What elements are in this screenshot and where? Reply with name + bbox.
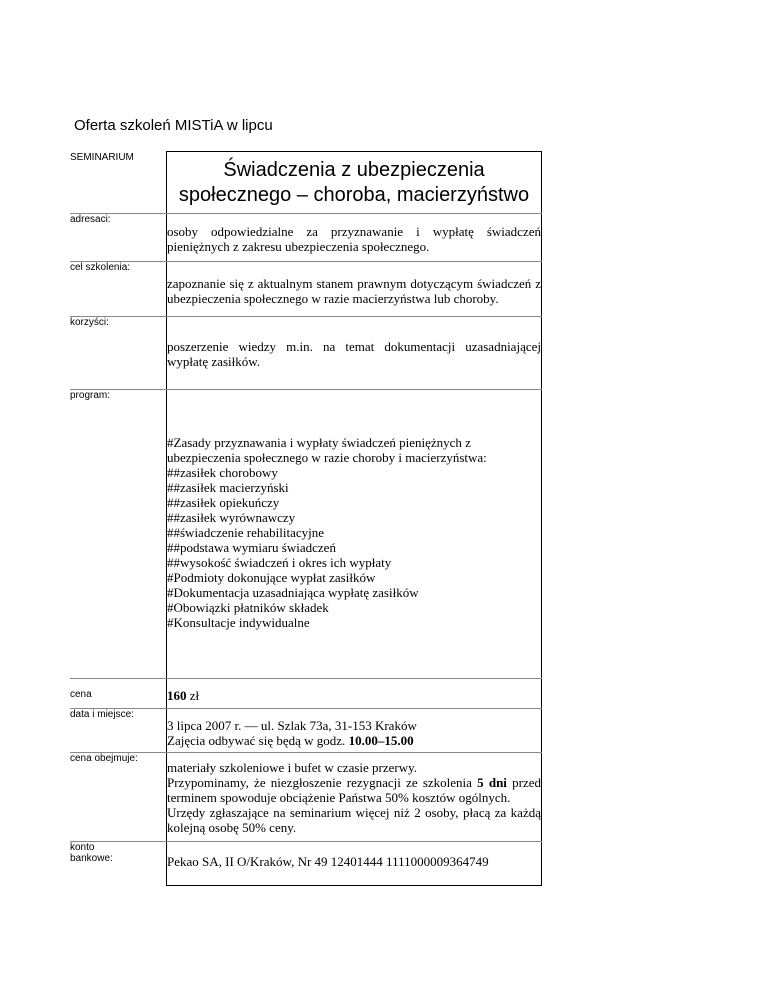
- row-korzysci: [70, 317, 542, 390]
- adresaci-text: osoby odpowiedzialne za przyznawanie i wypłatę świadczeń pieniężnych z zakresu ubezpieczenia społecznego.: [167, 224, 541, 254]
- row-adresaci: [70, 214, 542, 262]
- cel-text: zapoznanie się z aktualnym stanem prawnym dotyczącym świadczeń z ubezpieczenia społecznego w razie macierzyństwa lub choroby.: [167, 276, 541, 306]
- label-cena-obejmuje: cena obejmuje:: [70, 753, 167, 842]
- price-amount: 160: [167, 688, 187, 703]
- cancellation-suffix: przed terminem spowoduje obciążenie Państwa 50% kosztów ogólnych.: [167, 775, 541, 805]
- date-place-line: 3 lipca 2007 r. — ul. Szlak 73a, 31-153 Kraków: [167, 718, 417, 733]
- value-cena: [167, 679, 542, 709]
- program-line: #Dokumentacja uzasadniająca wypłatę zasiłków: [167, 585, 419, 600]
- value-data-miejsce: [167, 709, 542, 753]
- program-line: #Konsultacje indywidualne: [167, 615, 310, 630]
- program-line: ##świadczenie rehabilitacyjne: [167, 525, 325, 540]
- data-miejsce-text: [167, 709, 541, 748]
- label-korzysci: korzyści:: [70, 317, 167, 390]
- value-cel: [167, 262, 542, 317]
- row-cel: [70, 262, 542, 317]
- value-korzysci: [167, 317, 542, 390]
- row-program: [70, 390, 542, 679]
- label-cel-szkolenia: cel szkolenia:: [70, 262, 167, 317]
- program-line: ##zasiłek opiekuńczy: [167, 495, 280, 510]
- bank-account: Pekao SA, II O/Kraków, Nr 49 12401444 1111000009364749: [167, 854, 489, 869]
- seminar-title-line2: społecznego – choroba, macierzyństwo: [178, 184, 530, 206]
- program-line: ##wysokość świadczeń i okres ich wypłaty: [167, 555, 392, 570]
- program-line: #Podmioty dokonujące wypłat zasiłków: [167, 570, 376, 585]
- label-konto-bankowe: [70, 842, 167, 886]
- row-cena: [70, 679, 542, 709]
- label-seminarium: SEMINARIUM: [70, 152, 167, 214]
- program-line: #Obowiązki płatników składek: [167, 600, 329, 615]
- program-line: ubezpieczenia społecznego w razie choroby i macierzyństwa:: [167, 450, 487, 465]
- program-line: #Zasady przyznawania i wypłaty świadczeń pieniężnych z: [167, 435, 471, 450]
- cena-obejmuje-text: [167, 753, 541, 841]
- hours-prefix: Zajęcia odbywać się będą w godz.: [167, 733, 349, 748]
- includes-line: materiały szkoleniowe i bufet w czasie przerwy.: [167, 760, 418, 775]
- program-line: ##zasiłek wyrównawczy: [167, 510, 296, 525]
- label-cena: cena: [70, 679, 167, 709]
- price: [167, 679, 541, 703]
- label-konto-line2: bankowe:: [70, 853, 113, 864]
- korzysci-text: poszerzenie wiedzy m.in. na temat dokumentacji uzasadniającej wypłatę zasiłków.: [167, 339, 541, 369]
- program-line: ##zasiłek macierzyński: [167, 480, 289, 495]
- cancellation-days: 5 dni: [477, 775, 507, 790]
- seminar-title: [167, 152, 541, 208]
- program-list: [167, 390, 541, 630]
- label-program: program:: [70, 390, 167, 679]
- label-adresaci: adresaci:: [70, 214, 167, 262]
- page-heading: Oferta szkoleń MISTiA w lipcu: [74, 117, 273, 134]
- value-adresaci: [167, 214, 542, 262]
- value-cena-obejmuje: [167, 753, 542, 842]
- label-konto-line1: konto: [70, 842, 95, 853]
- cancellation-prefix: Przypominamy, że niezgłoszenie rezygnacji ze szkolenia: [167, 775, 478, 790]
- row-konto: [70, 842, 542, 886]
- seminar-title-line1: Świadczenia z ubezpieczenia: [223, 159, 485, 181]
- hours-value: 10.00–15.00: [348, 733, 414, 748]
- cancellation-note: [167, 775, 541, 805]
- program-line: ##zasiłek chorobowy: [167, 465, 278, 480]
- program-line: ##podstawa wymiaru świadczeń: [167, 540, 336, 555]
- row-cena-obejmuje: [70, 753, 542, 842]
- value-program: [167, 390, 542, 679]
- hours-line: [167, 733, 541, 748]
- price-currency: zł: [186, 688, 200, 703]
- seminar-offer-table: [70, 151, 542, 886]
- value-konto: [167, 842, 542, 886]
- label-data-i-miejsce: data i miejsce:: [70, 709, 167, 753]
- group-discount-note: Urzędy zgłaszające na seminarium więcej niż 2 osoby, płacą za każdą kolejną osobę 50% ceny.: [167, 805, 541, 835]
- row-data-miejsce: [70, 709, 542, 753]
- row-seminar: [70, 152, 542, 214]
- seminar-title-cell: [167, 152, 542, 214]
